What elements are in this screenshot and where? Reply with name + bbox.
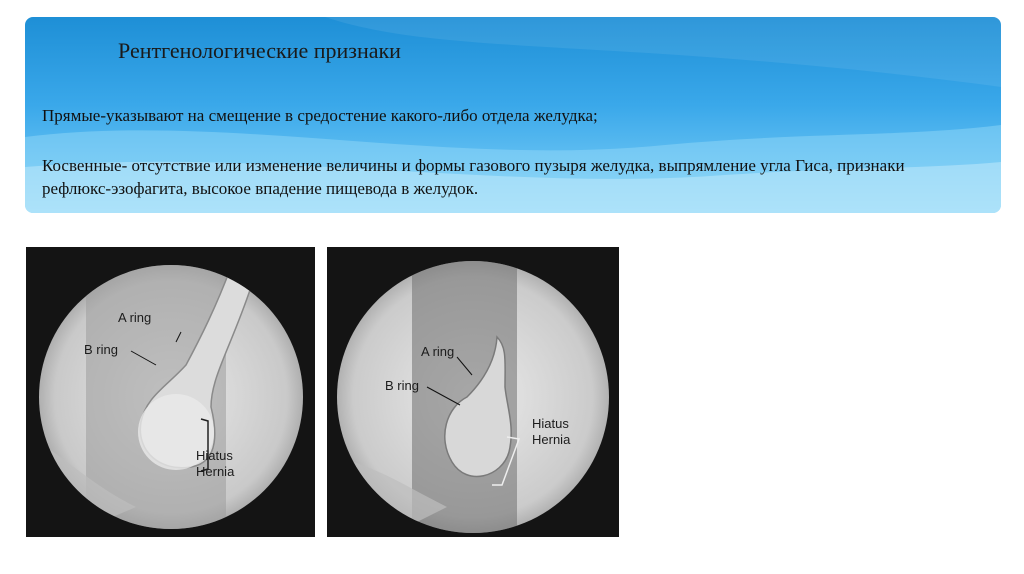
label-hernia-1: Hernia: [196, 464, 235, 479]
label-b-ring-2: B ring: [385, 378, 419, 393]
xray-image-1: [26, 247, 315, 537]
slide-title: Рентгенологические признаки: [118, 38, 401, 63]
xray-1-graphic: [26, 247, 315, 537]
direct-signs-text: Прямые-указывают на смещение в средостение какого-либо отдела желудка;: [42, 106, 598, 125]
indirect-signs-text: Косвенные- отсутствие или изменение величины и формы газового пузыря желудка, выпрямление угла Гиса, признаки рефлюкс-эзофагита, высокое впадение пищевода в желудок.: [42, 156, 905, 198]
label-hernia-2: Hernia: [532, 432, 571, 447]
label-hiatus-1: Hiatus: [196, 448, 233, 463]
label-hiatus-2: Hiatus: [532, 416, 569, 431]
label-a-ring-1: A ring: [118, 310, 152, 325]
xray-2-graphic: [327, 247, 619, 537]
label-b-ring-1: B ring: [84, 342, 118, 357]
xray-image-2: [327, 247, 619, 537]
label-a-ring-2: A ring: [421, 344, 455, 359]
